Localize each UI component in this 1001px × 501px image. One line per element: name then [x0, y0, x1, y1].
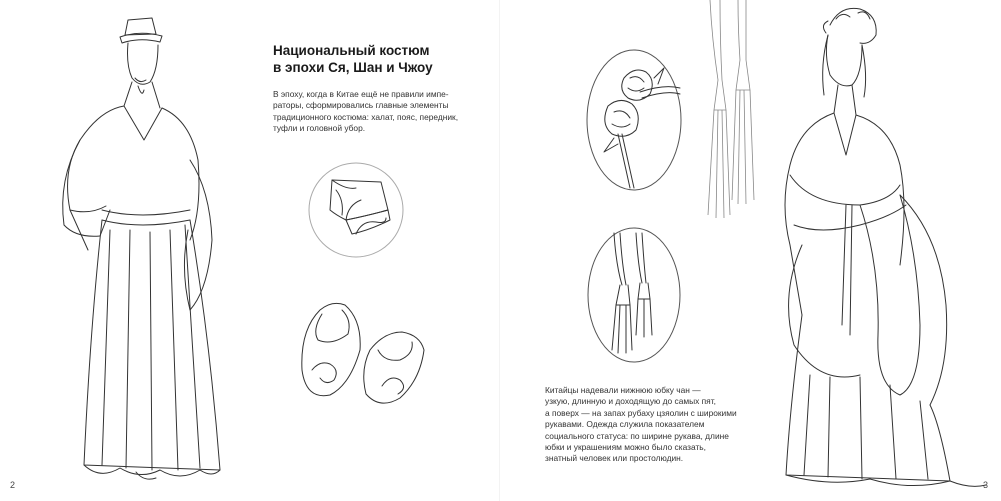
body-line: социального статуса: по ширине рукава, длине: [545, 430, 729, 441]
page-number-right: 3: [983, 480, 989, 490]
body-line: знатный человек или простолюдин.: [545, 453, 684, 464]
intro-paragraph: [273, 89, 458, 135]
intro-line: традиционного костюма: халат, пояс, передник,: [273, 111, 459, 122]
body-line: а поверх — на запах рубаху цзяолин с широкими: [545, 407, 737, 418]
man-figure-illustration: [40, 10, 300, 490]
shoes-illustration: [290, 290, 440, 410]
heading-line-2: в эпохи Ся, Шан и Чжоу: [273, 60, 433, 75]
headwear-circle-illustration: [306, 160, 406, 260]
section-heading: [273, 42, 433, 76]
page-number-left: 2: [10, 480, 16, 490]
intro-line: В эпоху, когда в Китае ещё не правили импе-: [273, 89, 449, 99]
body-paragraph: [545, 385, 737, 465]
body-line: Китайцы надевали нижнюю юбку чан —: [545, 385, 701, 395]
left-page: [0, 0, 500, 501]
body-line: рукавами. Одежда служила показателем: [545, 419, 705, 430]
heading-line-1: Национальный костюм: [273, 43, 430, 58]
woman-figure-illustration: [750, 5, 990, 495]
peony-ornament-oval-illustration: [584, 48, 684, 193]
tassel-cord-oval-illustration: [584, 225, 684, 365]
right-page: [500, 0, 1001, 501]
body-line: юбки и украшениям можно было сказать,: [545, 442, 706, 453]
body-line: узкую, длинную и доходящую до самых пят,: [545, 396, 716, 407]
intro-line: туфли и головной убор.: [273, 123, 366, 134]
intro-line: раторы, сформировались главные элементы: [273, 100, 449, 111]
